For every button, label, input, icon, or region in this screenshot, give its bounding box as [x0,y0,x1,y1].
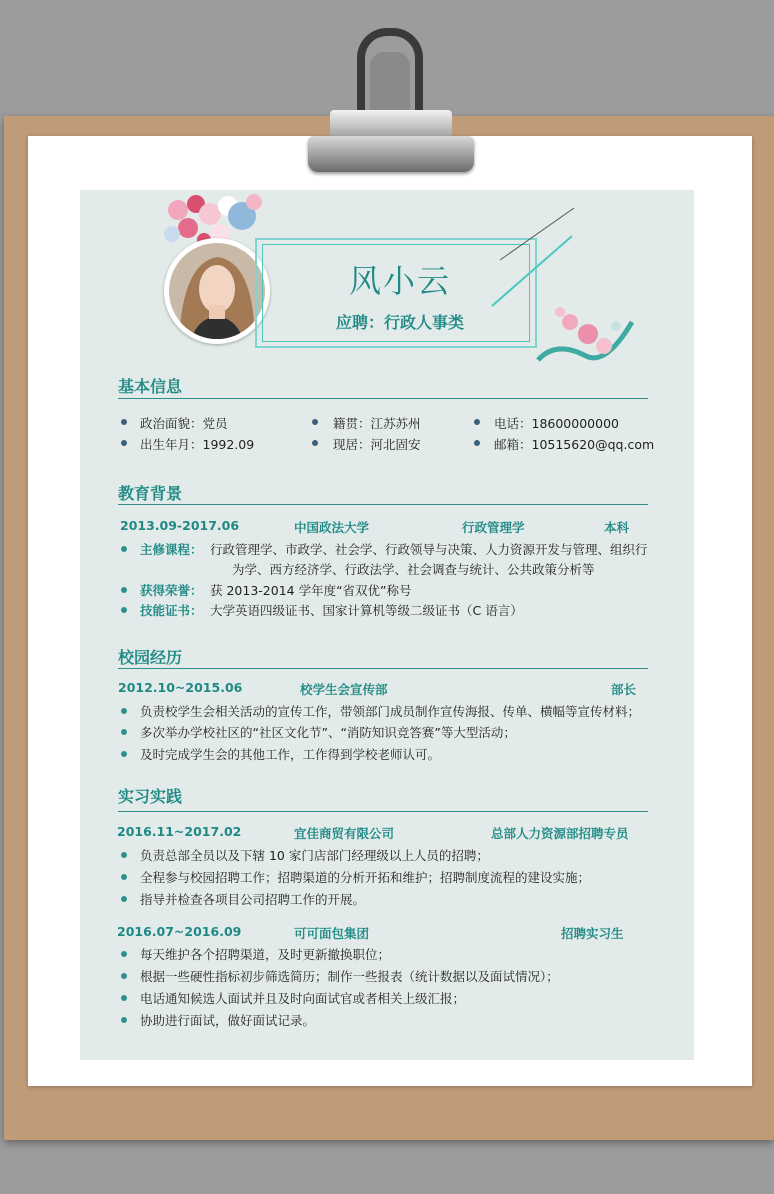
bullet-icon [312,419,318,425]
bullet-icon [474,440,480,446]
info-politics: 政治面貌：党员 [140,416,228,431]
campus-item-1: 负责校学生会相关活动的宣传工作，带领部门成员制作宣传海报、传单、横幅等宣传材料； [140,704,641,719]
job1-item-1: 负责总部全员以及下辖 10 家门店部门经理级以上人员的招聘； [140,848,489,863]
bullet-icon [121,896,127,902]
edu-period: 2013.09-2017.06 [120,518,240,533]
bullet-icon [121,751,127,757]
section-divider [118,398,648,399]
flower-ribbon-icon [536,300,636,380]
bullet-icon [121,587,127,593]
campus-item-2: 多次举办学校社区的“社区文化节”、“消防知识竞答赛”等大型活动； [140,725,516,740]
edu-major: 行政管理学 [462,520,525,535]
info-phone: 电话：18600000000 [494,416,619,431]
deco-lines [490,200,580,310]
bullet-icon [474,419,480,425]
info-residence: 现居：河北固安 [333,437,421,452]
bullet-icon [121,708,127,714]
job2-period: 2016.07~2016.09 [117,924,242,939]
edu-degree: 本科 [604,520,630,535]
bullet-icon [121,1017,127,1023]
section-divider [118,668,648,669]
bullet-icon [121,852,127,858]
info-email: 邮箱：10515620@qq.com [494,437,655,452]
edu-certs-label: 技能证书： [140,603,203,618]
edu-honors: 获 2013-2014 学年度“省双优”称号 [210,583,412,598]
section-divider [118,504,648,505]
section-divider [118,811,648,812]
info-birth: 出生年月：1992.09 [140,437,255,452]
job1-item-2: 全程参与校园招聘工作；招聘渠道的分析开拓和维护；招聘制度流程的建设实施； [140,870,591,885]
bullet-icon [121,729,127,735]
edu-courses-line1: 行政管理学、市政学、社会学、行政领导与决策、人力资源开发与管理、组织行 [210,542,648,557]
campus-item-3: 及时完成学生会的其他工作，工作得到学校老师认可。 [140,747,441,762]
bullet-icon [121,973,127,979]
bullet-icon [121,546,127,552]
campus-role: 部长 [611,682,637,697]
portrait-icon [169,243,265,339]
job2-item-2: 根据一些硬性指标初步筛选简历；制作一些报表（统计数据以及面试情况）； [140,969,559,984]
bullet-icon [121,874,127,880]
job1-role: 总部人力资源部招聘专员 [491,826,629,841]
job2-company: 可可面包集团 [294,926,370,941]
section-title-campus: 校园经历 [118,648,183,667]
bullet-icon [121,995,127,1001]
edu-courses-label: 主修课程： [140,542,203,557]
bullet-icon [312,440,318,446]
clip-base [308,136,474,172]
applicant-name: 风小云 [348,262,451,300]
edu-certs: 大学英语四级证书、国家计算机等级二级证书（C 语言） [210,603,523,618]
bullet-icon [121,440,127,446]
job2-role: 招聘实习生 [561,926,624,941]
job1-item-3: 指导并检查各项目公司招聘工作的开展。 [140,892,366,907]
job2-item-4: 协助进行面试，做好面试记录。 [140,1013,316,1028]
job1-company: 宜佳商贸有限公司 [294,826,395,841]
job2-item-3: 电话通知候选人面试并且及时向面试官或者相关上级汇报； [140,991,466,1006]
section-title-education: 教育背景 [118,484,183,503]
bullet-icon [121,951,127,957]
section-title-internship: 实习实践 [118,787,183,806]
info-hometown: 籍贯：江苏苏州 [333,416,421,431]
apply-position: 应聘：行政人事类 [335,313,464,332]
job1-period: 2016.11~2017.02 [117,824,242,839]
bullet-icon [121,607,127,613]
campus-period: 2012.10~2015.06 [118,680,243,695]
edu-honors-label: 获得荣誉： [140,583,203,598]
section-title-basic: 基本信息 [118,377,183,396]
campus-org: 校学生会宣传部 [300,682,388,697]
clip-ring-inner [370,52,410,112]
job2-item-1: 每天维护各个招聘渠道，及时更新撤换职位； [140,947,391,962]
edu-school: 中国政法大学 [294,520,370,535]
bullet-icon [121,419,127,425]
edu-courses-line2: 为学、西方经济学、行政法学、社会调查与统计、公共政策分析等 [232,562,595,577]
